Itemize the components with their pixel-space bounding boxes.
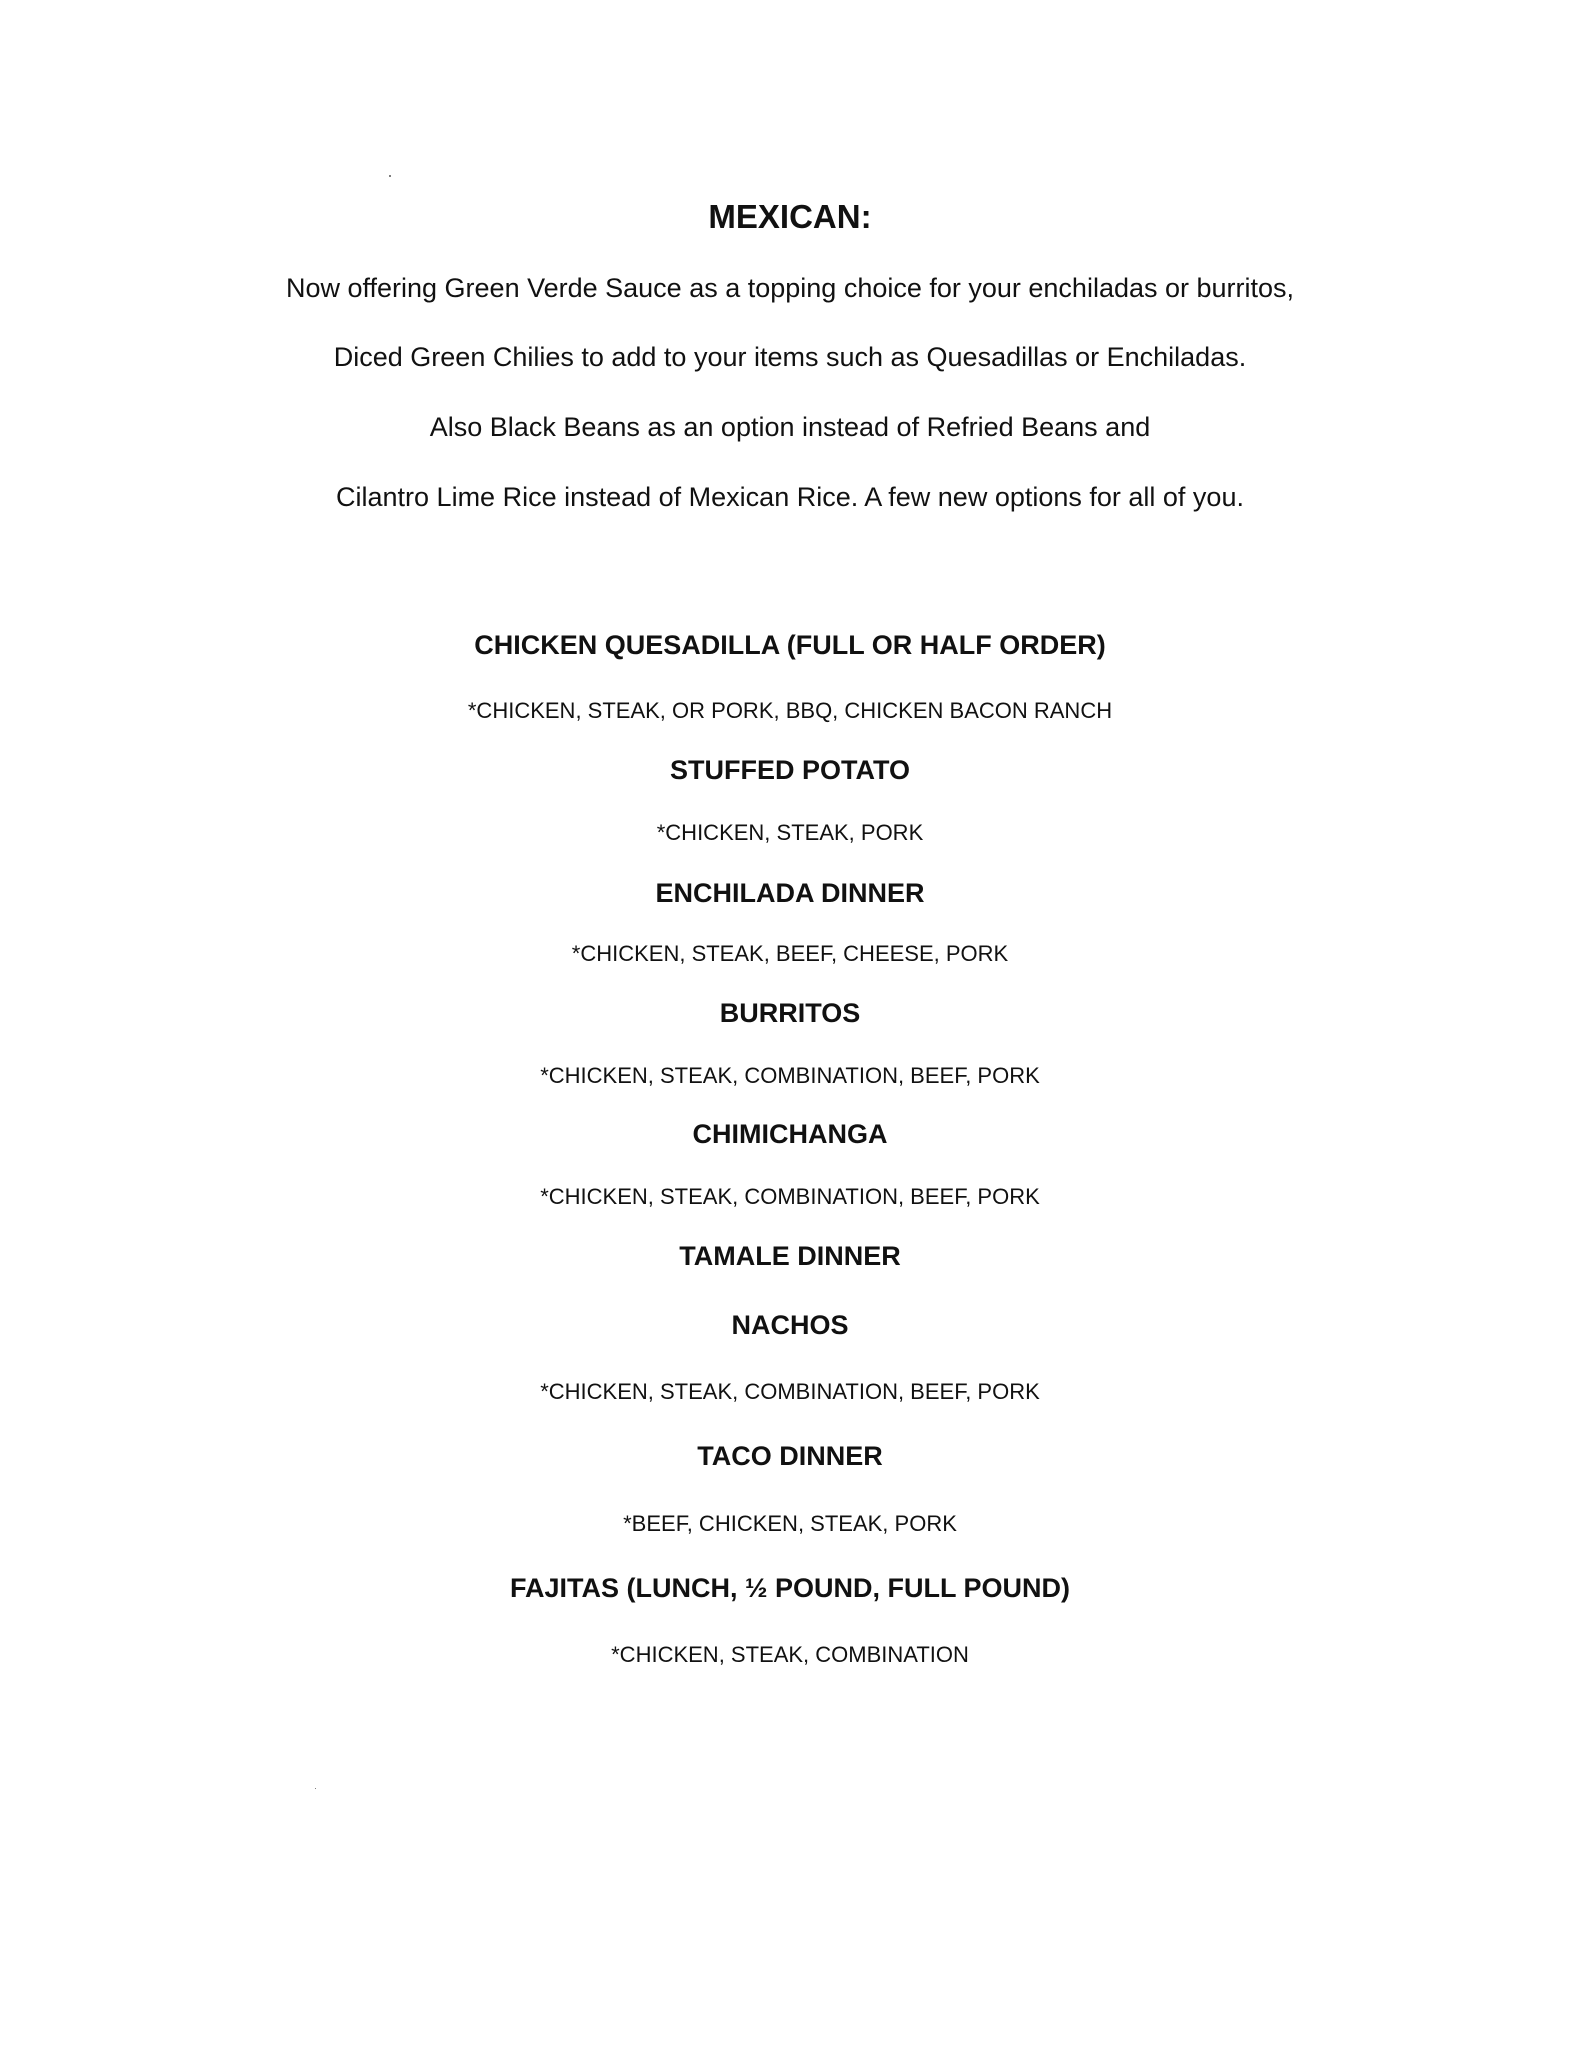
menu-item-options: *BEEF, CHICKEN, STEAK, PORK: [623, 1511, 957, 1536]
menu-item-options: *CHICKEN, STEAK, COMBINATION, BEEF, PORK: [540, 1379, 1040, 1404]
menu-item-name: FAJITAS (LUNCH, ½ POUND, FULL POUND): [509, 1573, 1070, 1603]
menu-item-name: TAMALE DINNER: [679, 1241, 901, 1271]
menu-item-name: BURRITOS: [719, 998, 861, 1028]
menu-item-options: *CHICKEN, STEAK, COMBINATION: [611, 1642, 969, 1667]
page-title: MEXICAN:: [708, 198, 872, 235]
intro-line-4: Cilantro Lime Rice instead of Mexican Rice. A few new options for all of you.: [336, 482, 1244, 512]
menu-item-options: *CHICKEN, STEAK, COMBINATION, BEEF, PORK: [540, 1063, 1040, 1088]
menu-item-name: TACO DINNER: [697, 1441, 883, 1471]
menu-item-name: NACHOS: [731, 1310, 849, 1340]
menu-item-name: STUFFED POTATO: [670, 755, 910, 785]
menu-item-name: CHIMICHANGA: [692, 1119, 888, 1149]
menu-item-name: CHICKEN QUESADILLA (FULL OR HALF ORDER): [474, 630, 1106, 660]
menu-item-options: *CHICKEN, STEAK, OR PORK, BBQ, CHICKEN BACON RANCH: [467, 698, 1113, 723]
menu-item-name: ENCHILADA DINNER: [655, 878, 925, 908]
scan-speck: [315, 1788, 316, 1789]
intro-line-1: Now offering Green Verde Sauce as a topping choice for your enchiladas or burritos,: [285, 273, 1295, 303]
intro-line-2: Diced Green Chilies to add to your items such as Quesadillas or Enchiladas.: [333, 342, 1247, 372]
scan-speck: [389, 175, 391, 177]
intro-line-3: Also Black Beans as an option instead of Refried Beans and: [429, 412, 1151, 442]
menu-item-options: *CHICKEN, STEAK, BEEF, CHEESE, PORK: [571, 941, 1009, 966]
menu-item-options: *CHICKEN, STEAK, PORK: [656, 820, 924, 845]
menu-item-options: *CHICKEN, STEAK, COMBINATION, BEEF, PORK: [540, 1184, 1040, 1209]
